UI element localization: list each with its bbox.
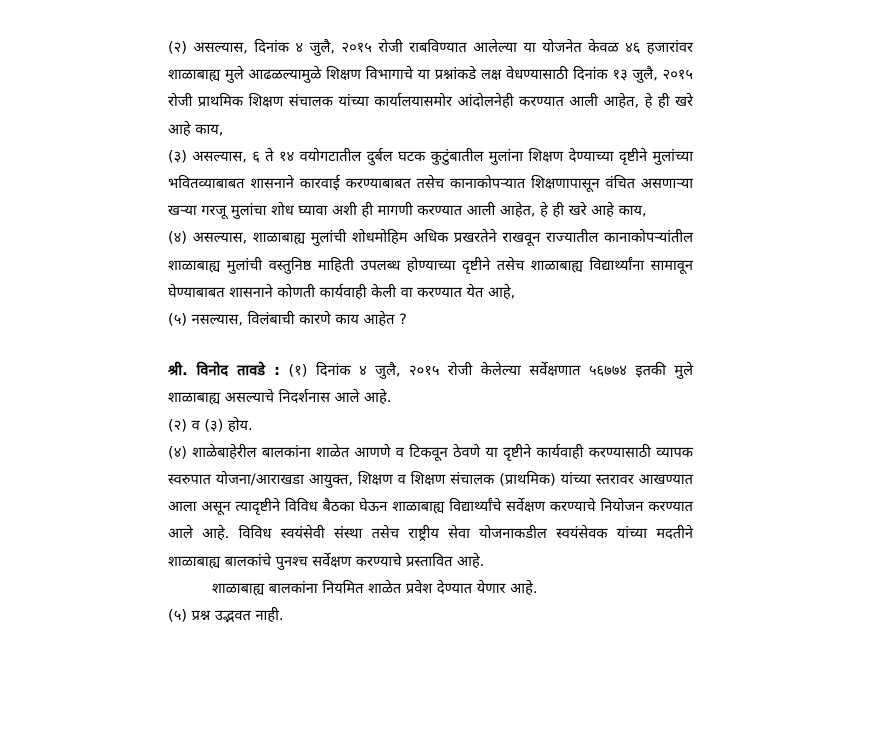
question-part-4: (४) असल्यास, शाळाबाह्य मुलांची शोधमोहिम अधिक प्रखरतेने राखवून राज्यातील कानाकोपऱ्यांतील शाळाबाह्य मुलांची वस्तुनिष्ठ माहिती उपलब्ध होण्याच्या दृष्टीने तसेच शाळाबाह्य विद्यार्थ्यांना सामावून घेण्याबाबत शासनाने कोणती कार्यवाही केली वा करण्यात येत आहे, <box>168 229 693 301</box>
question-part-5: (५) नसल्यास, विलंबाची कारणे काय आहेत ? <box>168 311 407 329</box>
answer-part-1-text: (१) दिनांक ४ जुलै, २०१५ रोजी केलेल्या सर्वेक्षणात ५६७७४ इतकी मुले शाळाबाह्य असल्याचे निदर्शनास आले आहे. <box>168 362 694 407</box>
answer-part-2-3: (२) व (३) होय. <box>168 416 253 434</box>
section-gap <box>168 333 693 357</box>
answer-part-4-note: शाळाबाह्य बालकांना नियमित शाळेत प्रवेश देण्यात येणार आहे. <box>212 579 538 597</box>
answer-part-5: (५) प्रश्न उद्भवत नाही. <box>168 607 284 625</box>
question-part-3: (३) असल्यास, ६ ते १४ वयोगटातील दुर्बल घटक कुटुंबातील मुलांना शिक्षण देण्याच्या दृष्टीने मुलांच्या भवितव्याबाबत शासनाने कारवाई करण्याबाबत तसेच कानाकोपऱ्यात शिक्षणापासून वंचित असणाऱ्या खऱ्या गरजू मुलांचा शोध घ्यावा अशी ही मागणी करण्यात आली आहेत, हे ही खरे आहे काय, <box>168 147 693 220</box>
question-part-2: (२) असल्यास, दिनांक ४ जुलै, २०१५ रोजी राबविण्यात आलेल्या या योजनेत केवळ ४६ हजारांवर शाळाबाह्य मुले आढळल्यामुळे शिक्षण विभागाचे या प्रश्नांकडे लक्ष वेधण्यासाठी दिनांक १३ जुलै, २०१५ रोजी प्राथमिक शिक्षण संचालक यांच्या कार्यालयासमोर आंदोलनेही करण्यात आली आहेत, हे ही खरे आहे काय, <box>168 39 693 138</box>
answer-part-4: (४) शाळेबाहेरील बालकांना शाळेत आणणे व टिकवून ठेवणे या दृष्टीने कार्यवाही करण्यासाठी व्यापक स्वरुपात योजना/आराखडा आयुक्त, शिक्षण व शिक्षण संचालक (प्राथमिक) यांच्या स्तरावर आखण्यात आला असून त्यादृष्टीने विविध बैठका घेऊन शाळाबाह्य विद्यार्थ्यांचे सर्वेक्षण करण्याचे नियोजन करण्यात आले आहे. विविध स्वयंसेवी संस्था तसेच राष्ट्रीय सेवा योजनाकडील स्वयंसेवक यांच्या मदतीने शाळाबाह्य बालकांचे पुनश्च सर्वेक्षण करण्याचे प्रस्तावित आहे. <box>168 443 693 570</box>
document-page <box>168 34 693 629</box>
speaker-name: श्री. विनोद तावडे : <box>168 362 280 380</box>
answer-part-1 <box>168 357 693 411</box>
